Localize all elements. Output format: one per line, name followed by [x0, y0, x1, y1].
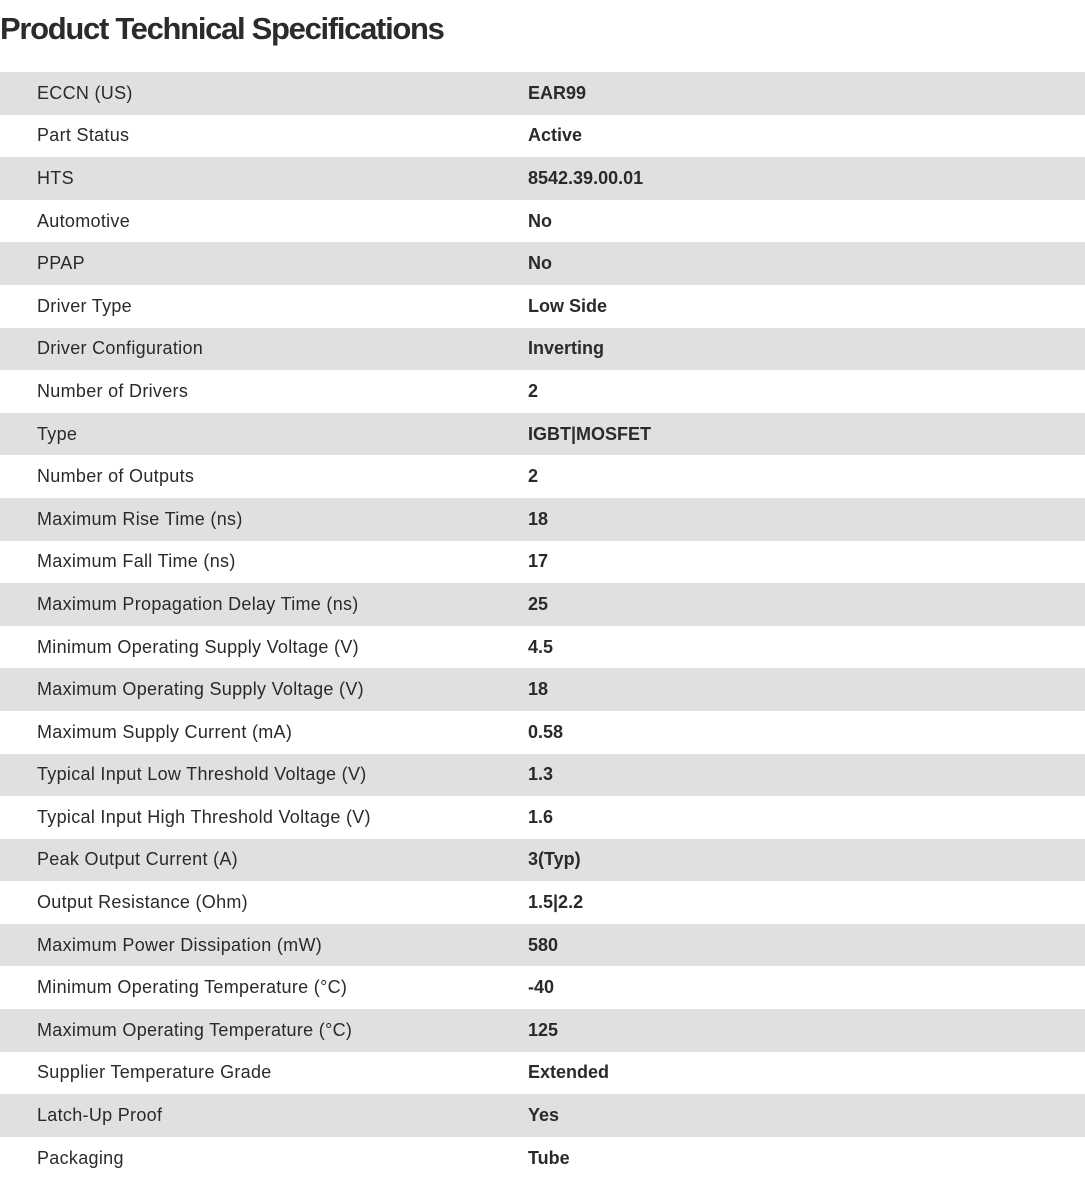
spec-name: Part Status [37, 125, 130, 146]
spec-name: Maximum Supply Current (mA) [37, 721, 293, 742]
spec-value: Yes [528, 1105, 560, 1126]
spec-row [0, 285, 1085, 328]
spec-value: 0.58 [528, 721, 564, 742]
spec-table [0, 72, 1085, 1179]
spec-name: Driver Type [37, 295, 132, 316]
spec-row [0, 115, 1085, 158]
spec-name: Type [37, 423, 78, 444]
spec-row [0, 455, 1085, 498]
spec-value: 125 [528, 1019, 559, 1040]
spec-value: 18 [528, 508, 549, 529]
spec-value: Active [528, 125, 583, 146]
spec-name: Driver Configuration [37, 338, 204, 359]
page-title: Product Technical Specifications [0, 11, 444, 46]
spec-name: Number of Outputs [37, 466, 195, 487]
spec-row [0, 626, 1085, 669]
spec-row [0, 881, 1085, 924]
spec-name: Peak Output Current (A) [37, 849, 238, 870]
spec-value: No [528, 253, 552, 274]
spec-value: 2 [528, 380, 539, 401]
spec-value: 1.5|2.2 [528, 892, 584, 913]
spec-value: 2 [528, 466, 539, 487]
spec-name: Minimum Operating Temperature (°C) [37, 977, 348, 998]
spec-row [0, 1094, 1085, 1137]
spec-name: Typical Input High Threshold Voltage (V) [37, 806, 371, 827]
spec-value: -40 [528, 977, 555, 998]
spec-value: EAR99 [528, 82, 587, 103]
spec-name: Automotive [37, 210, 131, 231]
spec-row [0, 200, 1085, 243]
spec-row [0, 242, 1085, 285]
spec-value: Low Side [528, 295, 608, 316]
spec-name: Latch-Up Proof [37, 1105, 163, 1126]
spec-value: 4.5 [528, 636, 554, 657]
spec-value: 3(Typ) [528, 849, 581, 870]
spec-row [0, 157, 1085, 200]
spec-value: Tube [528, 1147, 570, 1168]
spec-value: 1.6 [528, 806, 554, 827]
spec-value: 580 [528, 934, 559, 955]
spec-value: Extended [528, 1062, 610, 1083]
spec-row [0, 413, 1085, 456]
spec-value: 25 [528, 593, 549, 614]
spec-row [0, 583, 1085, 626]
spec-name: PPAP [37, 253, 85, 274]
spec-row [0, 668, 1085, 711]
spec-name: Supplier Temperature Grade [37, 1062, 272, 1083]
spec-value: IGBT|MOSFET [528, 423, 652, 444]
spec-value: 18 [528, 679, 549, 700]
spec-name: Maximum Operating Supply Voltage (V) [37, 679, 364, 700]
spec-value: 17 [528, 551, 549, 572]
spec-name: Maximum Rise Time (ns) [37, 508, 243, 529]
spec-name: Output Resistance (Ohm) [37, 892, 248, 913]
spec-row [0, 541, 1085, 584]
spec-name: Number of Drivers [37, 380, 189, 401]
spec-row [0, 72, 1085, 115]
spec-value: No [528, 210, 552, 231]
spec-name: Packaging [37, 1147, 124, 1168]
spec-table-body [0, 72, 1085, 1179]
spec-name: Maximum Operating Temperature (°C) [37, 1019, 353, 1040]
spec-row [0, 328, 1085, 371]
spec-name: ECCN (US) [37, 82, 133, 103]
spec-row [0, 498, 1085, 541]
spec-value: 1.3 [528, 764, 554, 785]
spec-row [0, 1137, 1085, 1179]
spec-name: Typical Input Low Threshold Voltage (V) [37, 764, 367, 785]
spec-value: Inverting [528, 338, 605, 359]
spec-value: 8542.39.00.01 [528, 167, 644, 188]
spec-row [0, 1009, 1085, 1052]
spec-name: Maximum Fall Time (ns) [37, 551, 236, 572]
spec-row [0, 370, 1085, 413]
spec-row [0, 839, 1085, 882]
spec-name: Minimum Operating Supply Voltage (V) [37, 636, 359, 657]
spec-name: Maximum Propagation Delay Time (ns) [37, 593, 359, 614]
spec-row [0, 754, 1085, 797]
spec-row [0, 924, 1085, 967]
spec-row [0, 711, 1085, 754]
spec-row [0, 796, 1085, 839]
spec-row [0, 966, 1085, 1009]
spec-name: Maximum Power Dissipation (mW) [37, 934, 323, 955]
spec-row [0, 1052, 1085, 1095]
spec-name: HTS [37, 167, 74, 188]
